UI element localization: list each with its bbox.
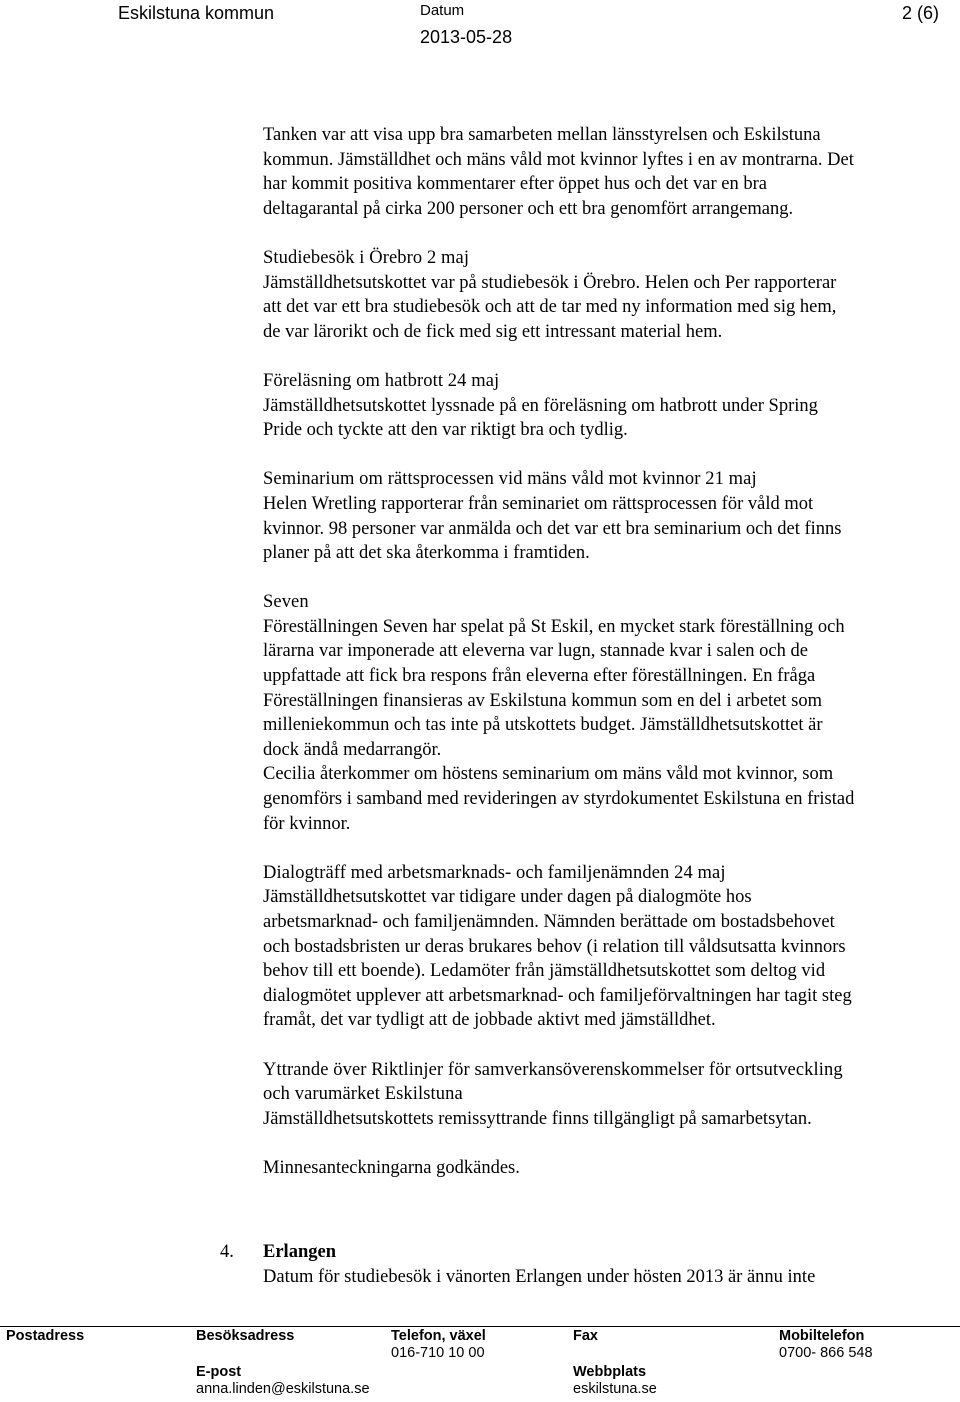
footer-epost-value[interactable]: anna.linden@eskilstuna.se [196,1381,370,1397]
section-heading: Föreläsning om hatbrott 24 maj [263,370,500,391]
footer-epost-label: E-post [196,1364,242,1380]
section-line: framåt, det var tydligt att de jobbade aktivt med jämställdhet. [263,1010,716,1031]
section-line: de var lärorikt och de fick med sig ett intressant material hem. [263,321,723,342]
footer-fax-label: Fax [573,1328,598,1344]
section-line: uppfattade att fick bra respons från eleverna efter föreställningen. En fråga [263,666,816,687]
date-label: Datum [420,2,465,19]
section-line: Föreställningen finansieras av Eskilstuna kommun som en del i arbetet som [263,690,823,711]
document-body [263,123,960,1181]
section-heading-cont: och varumärket Eskilstuna [263,1084,463,1105]
section-line: för kvinnor. [263,813,351,834]
section-line: lärarna var imponerade att eleverna var lugn, stannade kvar i salen och de [263,641,808,662]
intro-line: kommun. Jämställdhet och mäns våld mot kvinnor lyftes i en av montrarna. Det [263,149,854,170]
section-line: Jämställdhetsutskottet var på studiebesök i Örebro. Helen och Per rapporterar [263,272,837,293]
footer-webb-label: Webbplats [573,1364,647,1380]
section-line: Jämställdhetsutskottet lyssnade på en föreläsning om hatbrott under Spring [263,395,818,416]
page-number: 2 (6) [902,3,940,23]
section-line: Helen Wretling rapporterar från seminariet om rättsprocessen för våld mot [263,493,814,514]
section-heading: Yttrande över Riktlinjer för samverkansöverenskommelser för ortsutveckling [263,1059,843,1080]
intro-line: deltagarantal på cirka 200 personer och ett bra genomfört arrangemang. [263,198,794,219]
org-name: Eskilstuna kommun [118,3,275,23]
item-4 [263,1240,960,1289]
date-value: 2013-05-28 [420,27,513,47]
section-heading: Dialogträff med arbetsmarknads- och familjenämnden 24 maj [263,862,726,883]
intro-line: har kommit positiva kommentarer efter öppet hus och det var en bra [263,174,767,195]
footer-telefon-label: Telefon, växel [391,1328,486,1344]
section-line: och bostadsbristen ur deras brukares behov (i relation till våldsutsatta kvinnors [263,936,846,957]
section-line: milleniekommun och tas inte på utskottets budget. Jämställdhetsutskottet är [263,715,823,736]
item-number: 4. [220,1242,234,1262]
item-title: Erlangen [263,1242,336,1262]
item-text: Datum för studiebesök i vänorten Erlangen under hösten 2013 är ännu inte [263,1266,816,1287]
footer-mobil-value: 0700- 866 548 [779,1345,873,1361]
closing-line: Minnesanteckningarna godkändes. [263,1157,520,1178]
footer-mobil-label: Mobiltelefon [779,1328,865,1344]
section-line: Jämställdhetsutskottets remissyttrande finns tillgängligt på samarbetsytan. [263,1108,812,1129]
section-line: planer på att det ska återkomma i framtiden. [263,543,590,564]
section-line: Jämställdhetsutskottet var tidigare under dagen på dialogmöte hos [263,887,752,908]
section-line: Pride och tyckte att den var riktigt bra och tydlig. [263,420,628,441]
section-line: arbetsmarknad- och familjenämnden. Nämnden berättade om bostadsbehovet [263,912,835,932]
section-line: dialogmötet upplever att arbetsmarknad- och familjeförvaltningen har tagit steg [263,985,852,1006]
section-heading: Seminarium om rättsprocessen vid mäns våld mot kvinnor 21 maj [263,469,757,490]
section-heading: Studiebesök i Örebro 2 maj [263,247,470,268]
section-line: att det var ett bra studiebesök och att de tar med ny information med sig hem, [263,297,837,318]
footer-postadress-label: Postadress [6,1328,85,1344]
section-line: kvinnor. 98 personer var anmälda och det var ett bra seminarium och det finns [263,518,842,539]
footer-telefon-value: 016-710 10 00 [391,1345,485,1361]
section-line: Cecilia återkommer om höstens seminarium om mäns våld mot kvinnor, som [263,764,834,785]
footer-divider [0,1326,960,1327]
footer-webb-value[interactable]: eskilstuna.se [573,1381,657,1397]
intro-line: Tanken var att visa upp bra samarbeten mellan länsstyrelsen och Eskilstuna [263,125,821,145]
section-line: Föreställningen Seven har spelat på St Eskil, en mycket stark föreställning och [263,616,845,637]
section-line: genomförs i samband med revideringen av styrdokumentet Eskilstuna en fristad [263,789,855,810]
footer-besoksadress-label: Besöksadress [196,1328,295,1344]
section-line: behov till ett boende). Ledamöter från jämställdhetsutskottet som deltog vid [263,961,826,982]
section-heading: Seven [263,592,309,613]
section-line: dock ändå medarrangör. [263,739,442,760]
